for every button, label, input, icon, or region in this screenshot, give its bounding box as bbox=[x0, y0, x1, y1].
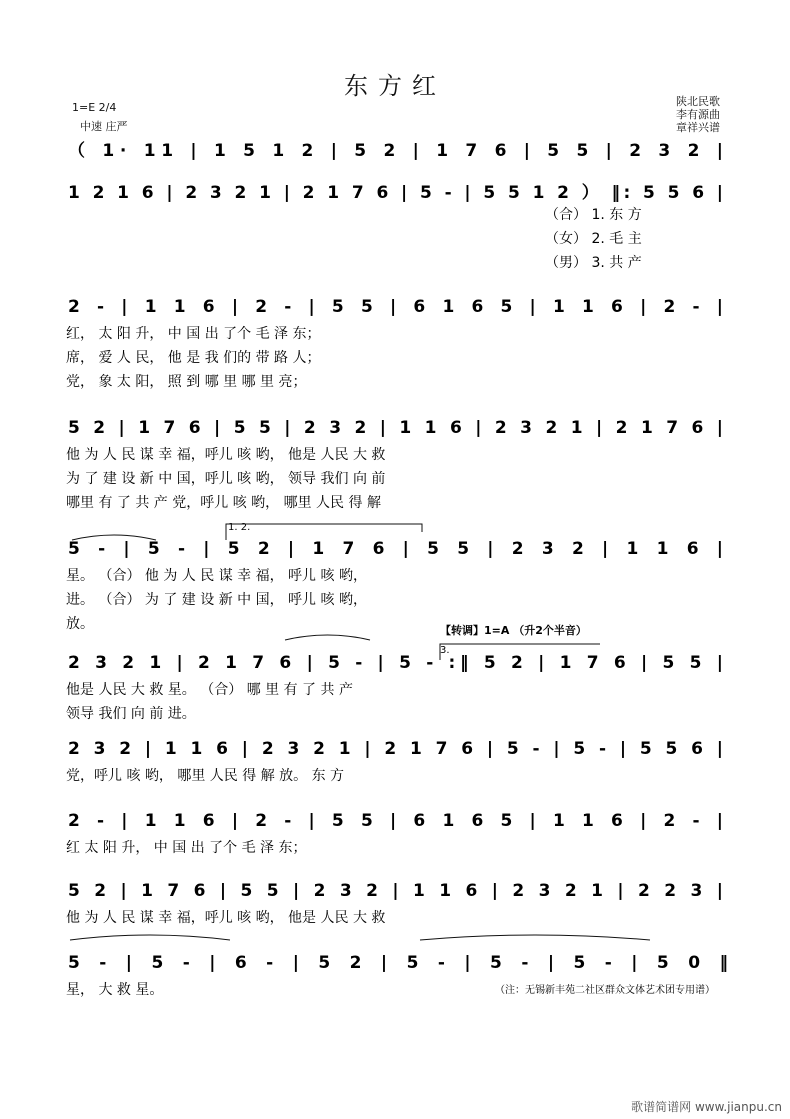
lyric-line: 他是 人民 大 救 星。 （合） 哪 里 有 了 共 产 bbox=[66, 682, 353, 698]
footnote: （注：无锡新丰苑二社区群众文体艺术团专用谱） bbox=[495, 985, 715, 996]
watermark: 歌谱简谱网 www.jianpu.cn bbox=[631, 1100, 782, 1114]
credit-origin: 陕北民歌 bbox=[676, 95, 720, 108]
lyric-line: 红 太 阳 升， 中 国 出 了个 毛 泽 东； bbox=[66, 840, 307, 856]
notation-row: 5 2 | 1 7 6 | 5 5 | 2 3 2 | 1 1 6 | 2 3 2 1 | 2 2 3 | bbox=[68, 881, 723, 901]
lyric-line: 为 了 建 设 新 中 国，呼儿 咳 哟， 领导 我们 向 前 bbox=[66, 471, 386, 487]
lyric-line: 党， 象 太 阳， 照 到 哪 里 哪 里 亮； bbox=[66, 374, 307, 390]
notation-row: 2 3 2 1 | 2 1 7 6 | 5 - | 5 - :‖ 5 2 | 1 7 6 | 5 5 | bbox=[68, 653, 723, 673]
volta-3-label: 3. bbox=[440, 645, 450, 656]
song-title: 东方红 bbox=[344, 72, 446, 100]
lyric-line: 哪里 有 了 共 产 党，呼儿 咳 哟， 哪里 人民 得 解 bbox=[66, 495, 381, 511]
modulation-label: 【转调】1=A （升2个半音） bbox=[440, 624, 587, 637]
tie-arc bbox=[70, 935, 230, 940]
lyric-line: 党，呼儿 咳 哟， 哪里 人民 得 解 放。 东 方 bbox=[66, 768, 345, 784]
lyric-line: 他 为 人 民 谋 幸 福，呼儿 咳 哟， 他是 人民 大 救 bbox=[66, 447, 386, 463]
volta-bracket bbox=[226, 524, 422, 540]
volta-1-2-label: 1. 2. bbox=[228, 522, 251, 533]
tie-arc bbox=[420, 935, 650, 940]
lyric-line: 红， 太 阳 升， 中 国 出 了个 毛 泽 东； bbox=[66, 326, 321, 342]
lyric-line: （合） 1. 东 方 bbox=[545, 207, 642, 223]
tie-arc bbox=[285, 635, 370, 640]
key-signature: 1=E 2/4 bbox=[72, 101, 117, 114]
lyric-line: 星， 大 救 星。 bbox=[66, 982, 164, 998]
notation-row: 2 - | 1 1 6 | 2 - | 5 5 | 6 1 6 5 | 1 1 6 | 2 - | bbox=[68, 811, 724, 831]
lyric-line: （女） 2. 毛 主 bbox=[545, 231, 642, 247]
lyric-line: 进。 （合） 为 了 建 设 新 中 国， 呼儿 咳 哟， bbox=[66, 592, 367, 608]
credit-transcriber: 章祥兴谱 bbox=[676, 121, 720, 134]
lyric-line: 星。 （合） 他 为 人 民 谋 幸 福， 呼儿 咳 哟， bbox=[66, 568, 367, 584]
lyric-line: （男） 3. 共 产 bbox=[545, 255, 642, 271]
lyric-line: 他 为 人 民 谋 幸 福，呼儿 咳 哟， 他是 人民 大 救 bbox=[66, 910, 386, 926]
lyric-line: 领导 我们 向 前 进。 bbox=[66, 706, 196, 722]
notation-row: 2 3 2 | 1 1 6 | 2 3 2 1 | 2 1 7 6 | 5 - | 5 - | 5 5 6 | bbox=[68, 739, 723, 759]
credit-composer: 李有源曲 bbox=[676, 108, 720, 121]
notation-row: 2 - | 1 1 6 | 2 - | 5 5 | 6 1 6 5 | 1 1 6 | 2 - | bbox=[68, 297, 724, 317]
tempo-marking: 中速 庄严 bbox=[80, 120, 128, 133]
notation-row: 5 - | 5 - | 5 2 | 1 7 6 | 5 5 | 2 3 2 | 1 1 6 | bbox=[68, 539, 723, 559]
notation-row: 5 - | 5 - | 6 - | 5 2 | 5 - | 5 - | 5 - | 5 0 ‖ bbox=[68, 953, 729, 973]
notation-row: 5 2 | 1 7 6 | 5 5 | 2 3 2 | 1 1 6 | 2 3 2 1 | 2 1 7 6 | bbox=[68, 418, 723, 438]
lyric-line: 席， 爱 人 民， 他 是 我 们的 带 路 人； bbox=[66, 350, 321, 366]
notation-row: 1 2 1 6 | 2 3 2 1 | 2 1 7 6 | 5 - | 5 5 1 2 ） ‖: 5 5 6 | bbox=[68, 183, 724, 203]
notation-row: （ 1· 11 | 1 5 1 2 | 5 2 | 1 7 6 | 5 5 | 2 3 2 | bbox=[68, 141, 723, 161]
lyric-line: 放。 bbox=[66, 616, 94, 632]
